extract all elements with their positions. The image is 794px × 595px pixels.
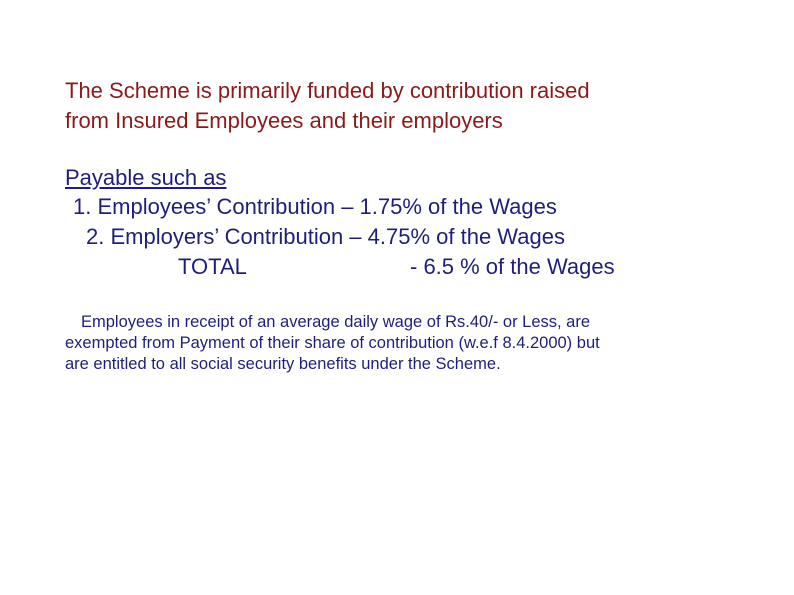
note-line-3: are entitled to all social security benefits under the Scheme. [65, 355, 501, 373]
slide-heading [65, 76, 765, 136]
employer-contribution-item: 2. Employers’ Contribution – 4.75% of the Wages [86, 224, 565, 249]
exemption-note [65, 312, 745, 375]
total-value: - 6.5 % of the Wages [410, 254, 615, 279]
heading-line-1: The Scheme is primarily funded by contribution raised [65, 78, 590, 103]
note-line-1: Employees in receipt of an average daily wage of Rs.40/- or Less, are [81, 313, 591, 331]
employee-contribution-item: 1. Employees’ Contribution – 1.75% of the Wages [73, 194, 557, 219]
total-label: TOTAL [178, 254, 247, 279]
heading-line-2: from Insured Employees and their employers [65, 108, 503, 133]
note-line-2: exempted from Payment of their share of contribution (w.e.f 8.4.2000) but [65, 334, 600, 352]
payable-label: Payable such as [65, 165, 227, 190]
